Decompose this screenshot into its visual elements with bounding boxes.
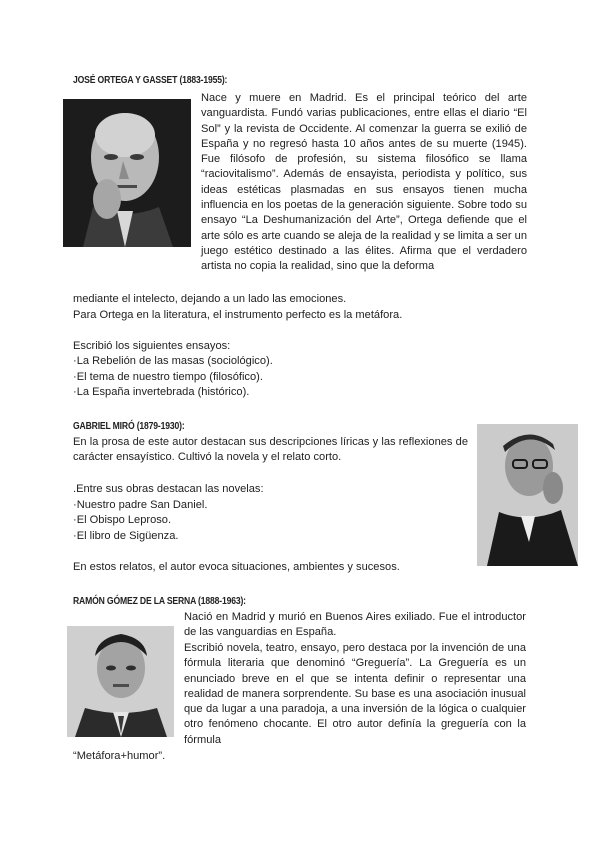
essay-item: ·La Rebelión de las masas (sociológico). (73, 355, 273, 367)
ortega-metaphor: Para Ortega en la literatura, el instrumento perfecto es la metáfora. (73, 309, 403, 321)
ortega-essays-intro: Escribió los siguientes ensayos: (73, 340, 231, 352)
gomez-paragraph-1: Nació en Madrid y murió en Buenos Aires exiliado. Fue el introductor de las vanguardias en España. (184, 611, 526, 639)
miro-heading: GABRIEL MIRÓ (1879-1930): (73, 420, 185, 432)
miro-paragraph: En la prosa de este autor destacan sus descripciones líricas y las reflexiones de carácter ensayístico. Cultivó la novela y el relato corto. (73, 436, 468, 464)
ortega-paragraph: Nace y muere en Madrid. Es el principal teórico del arte vanguardista. Fundó varias publicaciones, entre ellas el diario “El Sol” y la revista de Occidente. Al comenzar la guerra se exilió de España y no regresó hasta 10 años antes de su muerte (1945). Fue filósofo de profesión, su sistema filosófico se llama “raciovitalismo”. Además de ensayista, periodista y político, sus ideas estéticas plasmadas en sus ensayos tienen mucha influencia en los poetas de la generación siguiente. Sobre todo su ensayo “La Deshumanización del Arte”, Ortega defiende que el arte sólo es arte cuando se aleja de la realidad y se limita a ser un juego estético destinado a las élites. Afirma que el verdadero artista no copia la realidad, sino que la deforma (201, 92, 527, 273)
ortega-portrait (63, 99, 191, 247)
miro-novels-intro: .Entre sus obras destacan las novelas: (73, 483, 264, 495)
novel-item: ·Nuestro padre San Daniel. (73, 499, 208, 511)
gomez-paragraph-end: “Metáfora+humor”. (73, 750, 166, 762)
gomez-paragraph-2: Escribió novela, teatro, ensayo, pero destaca por la invención de una fórmula literaria que denominó “Greguería”. La Greguería es un enunciado breve en el que se intenta definir o representar una realidad de manera sorprendente. Su base es una asociación inusual que da lugar a una paradoja, a una inversión de la lógica o cualquier otro fenómeno chocante. El otro autor definía la greguería con la fórmula (184, 642, 526, 746)
gomez-heading: RAMÓN GÓMEZ DE LA SERNA (1888-1963): (73, 595, 246, 607)
essay-item: ·El tema de nuestro tiempo (filosófico). (73, 371, 263, 383)
novel-item: ·El libro de Sigüenza. (73, 530, 179, 542)
essay-item: ·La España invertebrada (histórico). (73, 386, 250, 398)
ortega-heading: JOSÉ ORTEGA Y GASSET (1883-1955): (73, 74, 228, 86)
gomez-portrait (67, 626, 174, 737)
miro-stories: En estos relatos, el autor evoca situaciones, ambientes y sucesos. (73, 561, 400, 573)
novel-item: ·El Obispo Leproso. (73, 514, 172, 526)
miro-portrait (477, 424, 578, 566)
ortega-paragraph-end: mediante el intelecto, dejando a un lado las emociones. (73, 293, 347, 305)
